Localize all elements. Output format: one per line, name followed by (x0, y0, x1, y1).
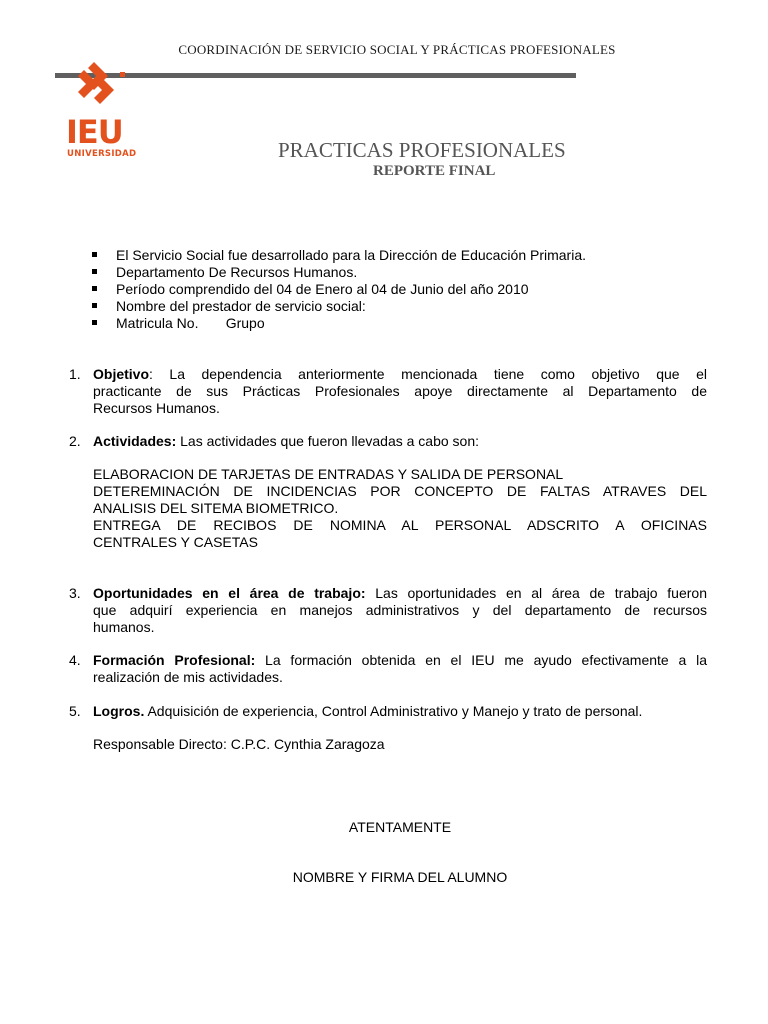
bullet-icon (92, 320, 97, 325)
closing-atentamente: ATENTAMENTE (348, 819, 452, 835)
section-number: 4. (69, 652, 81, 668)
section-number: 5. (69, 703, 81, 719)
document-subtitle: REPORTE FINAL (373, 163, 496, 179)
section-number: 1. (69, 366, 81, 382)
section-formacion: Formación Profesional: La formación obtenida en el IEU me ayudo efectivamente a la realización de mis actividades. (93, 652, 707, 685)
section-number: 3. (69, 585, 81, 601)
responsable-line: Responsable Directo: C.P.C. Cynthia Zaragoza (93, 736, 385, 752)
section-logros: Logros. Adquisición de experiencia, Control Administrativo y Manejo y trato de personal. (93, 703, 643, 719)
list-item: Período comprendido del 04 de Enero al 04 de Junio del año 2010 (92, 281, 586, 298)
section-actividades: Actividades: Las actividades que fueron llevadas a cabo son: (93, 433, 480, 449)
logo-subtitle: UNIVERSIDAD (67, 149, 137, 159)
bullet-icon (92, 303, 97, 308)
header-org-line: COORDINACIÓN DE SERVICIO SOCIAL Y PRÁCTICAS PROFESIONALES (178, 42, 616, 57)
section-label: Logros. (93, 703, 145, 719)
bullet-icon (92, 252, 97, 257)
bullet-icon (92, 269, 97, 274)
info-bullet-list (92, 247, 586, 332)
document-title: PRACTICAS PROFESIONALES (278, 138, 566, 162)
section-oportunidades: Oportunidades en el área de trabajo: Las oportunidades en al área de trabajo fueron que adquirí experiencia en manejos administrativos y del departamento de recursos humanos. (93, 585, 707, 635)
section-label: Actividades: (93, 433, 177, 449)
activities-list: ELABORACION DE TARJETAS DE ENTRADAS Y SALIDA DE PERSONAL DETEREMINACIÓN DE INCIDENCIAS POR CONCEPTO DE FALTAS ATRAVES DEL ANALISIS DEL SITEMA BIOMETRICO. ENTREGA DE RECIBOS DE NOMINA AL PERSONAL ADSCRITO A OFICINAS CENTRALES Y CASETAS (93, 466, 707, 550)
bullet-icon (92, 286, 97, 291)
section-objetivo: Objetivo: La dependencia anteriormente mencionada tiene como objetivo que el practicante de sus Prácticas Profesionales apoye directamente al Departamento de Recursos Humanos. (93, 366, 707, 416)
section-label: Objetivo (93, 366, 150, 382)
logo-wordmark: IEU (66, 113, 123, 151)
list-item: Departamento De Recursos Humanos. (92, 264, 586, 281)
list-item: Matricula No. Grupo (92, 315, 586, 332)
activity-item: DETEREMINACIÓN DE INCIDENCIAS POR CONCEPTO DE FALTAS ATRAVES DEL (93, 483, 707, 499)
section-number: 2. (69, 433, 81, 449)
section-label: Oportunidades en el área de trabajo: (93, 585, 366, 601)
list-item: El Servicio Social fue desarrollado para la Dirección de Educación Primaria. (92, 247, 586, 264)
section-label: Formación Profesional: (93, 652, 256, 668)
activity-item: ENTREGA DE RECIBOS DE NOMINA AL PERSONAL ADSCRITO A OFICINAS (93, 517, 707, 533)
activity-item: ELABORACION DE TARJETAS DE ENTRADAS Y SALIDA DE PERSONAL (93, 466, 564, 482)
list-item: Nombre del prestador de servicio social: (92, 298, 586, 315)
signature-line: NOMBRE Y FIRMA DEL ALUMNO (292, 869, 508, 885)
